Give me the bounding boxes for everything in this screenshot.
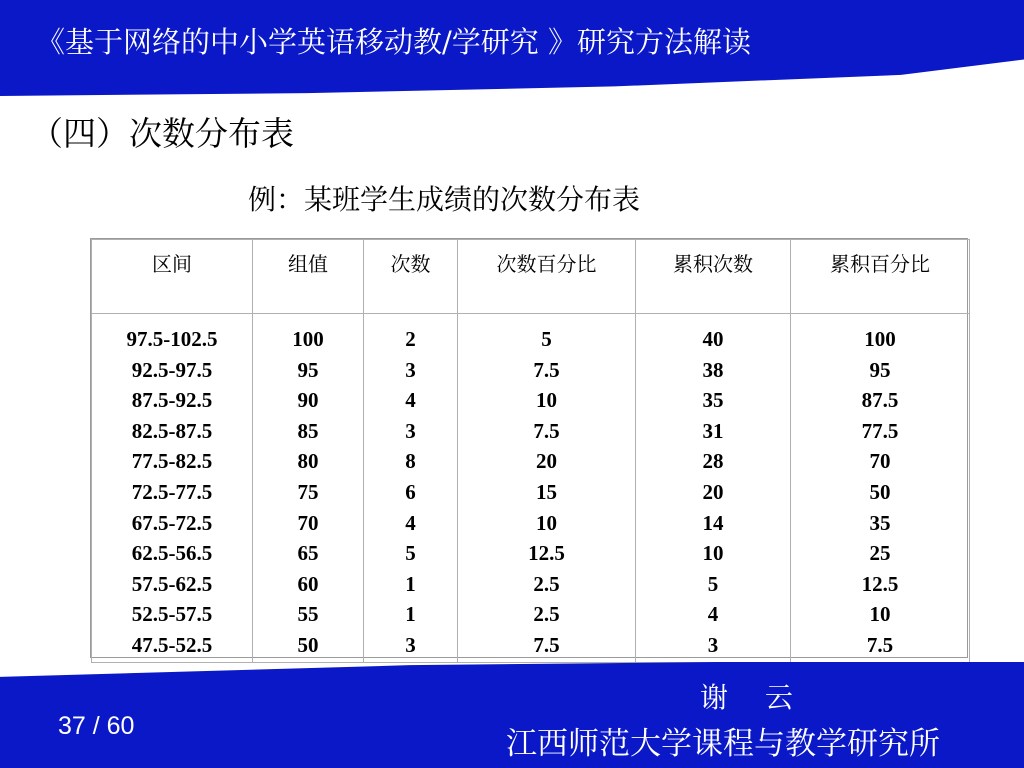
table-cell: 4 [707, 602, 719, 627]
interval-column [92, 314, 253, 663]
column-header-interval: 区间 [92, 240, 253, 314]
table-cell: 62.5-56.5 [131, 541, 213, 566]
table-cell: 50 [869, 479, 891, 504]
table-cell: 4 [405, 388, 416, 413]
cumulative-percent-column [791, 314, 970, 663]
table-cell: 95 [869, 357, 891, 382]
frequency-column [364, 314, 458, 663]
table-cell: 82.5-87.5 [131, 418, 213, 443]
table-cell: 55 [297, 602, 319, 627]
table-cell: 31 [702, 418, 724, 443]
frequency-distribution-table [91, 239, 970, 663]
table-cell: 7.5 [533, 418, 560, 443]
table-cell: 1 [405, 602, 416, 627]
table-cell: 38 [702, 357, 724, 382]
table-cell: 2.5 [533, 571, 560, 596]
table-cell: 87.5-92.5 [131, 388, 213, 413]
table-cell: 20 [536, 449, 557, 474]
table-cell: 3 [707, 632, 719, 657]
table-cell: 77.5-82.5 [131, 449, 213, 474]
table-header-row [92, 240, 970, 314]
table-cell: 5 [541, 327, 552, 351]
table-cell: 10 [536, 388, 557, 413]
page-number: 37 / 60 [58, 712, 135, 740]
table-cell: 70 [297, 510, 319, 535]
institute-name: 江西师范大学课程与教学研究所 [506, 726, 940, 762]
author-name: 谢 云 [700, 681, 793, 714]
table-cell: 60 [297, 571, 319, 596]
table-cell: 80 [297, 449, 319, 474]
section-title: （四）次数分布表 [30, 114, 294, 153]
table-cell: 12.5 [528, 541, 565, 566]
table-cell: 3 [405, 632, 416, 657]
slide-header-title: 《基于网络的中小学英语移动教/学研究 》研究方法解读 [36, 25, 751, 59]
table-cell: 57.5-62.5 [131, 571, 213, 596]
table-cell: 35 [869, 510, 891, 535]
table-cell: 100 [292, 327, 324, 351]
table-cell: 97.5-102.5 [126, 327, 218, 351]
table-cell: 92.5-97.5 [131, 357, 213, 382]
table-cell: 20 [702, 479, 724, 504]
column-header-frequency: 次数 [364, 240, 458, 314]
table-caption: 例：某班学生成绩的次数分布表 [248, 183, 641, 216]
table-cell: 65 [297, 541, 319, 566]
frequency-percent-column [458, 314, 636, 663]
table-cell: 14 [702, 510, 724, 535]
table-cell: 7.5 [533, 357, 560, 382]
table-cell: 15 [536, 479, 557, 504]
table-cell: 1 [405, 571, 416, 596]
column-header-group-value: 组值 [253, 240, 364, 314]
table-cell: 87.5 [861, 388, 899, 413]
table-cell: 72.5-77.5 [131, 479, 213, 504]
table-cell: 28 [702, 449, 724, 474]
column-header-frequency-percent: 次数百分比 [458, 240, 636, 314]
column-header-cumulative-percent: 累积百分比 [791, 240, 970, 314]
table-cell: 67.5-72.5 [131, 510, 213, 535]
table-cell: 7.5 [866, 632, 894, 657]
table-cell: 10 [536, 510, 557, 535]
table-cell: 10 [869, 602, 891, 627]
table-row [92, 314, 970, 663]
group-value-column [253, 314, 364, 663]
table-cell: 2 [405, 327, 416, 351]
table-cell: 77.5 [861, 418, 899, 443]
table-cell: 10 [702, 541, 724, 566]
cumulative-frequency-column [636, 314, 791, 663]
table-cell: 2.5 [533, 602, 560, 627]
table-cell: 25 [869, 541, 891, 566]
table-cell: 5 [405, 541, 416, 566]
table-cell: 3 [405, 418, 416, 443]
table-cell: 75 [297, 479, 319, 504]
table-cell: 40 [702, 327, 724, 351]
table-cell: 95 [297, 357, 319, 382]
table-cell: 90 [297, 388, 319, 413]
table-cell: 4 [405, 510, 416, 535]
table-cell: 85 [297, 418, 319, 443]
table-cell: 52.5-57.5 [131, 602, 213, 627]
table-cell: 8 [405, 449, 416, 474]
table-cell: 12.5 [861, 571, 899, 596]
table-cell: 100 [864, 327, 896, 351]
table-cell: 50 [297, 632, 319, 657]
column-header-cumulative-frequency: 累积次数 [636, 240, 791, 314]
table-cell: 3 [405, 357, 416, 382]
table-cell: 7.5 [533, 632, 560, 657]
table-cell: 47.5-52.5 [131, 632, 213, 657]
table-cell: 6 [405, 479, 416, 504]
frequency-table-container [90, 238, 968, 658]
table-cell: 5 [707, 571, 719, 596]
table-cell: 35 [702, 388, 724, 413]
table-cell: 70 [869, 449, 891, 474]
